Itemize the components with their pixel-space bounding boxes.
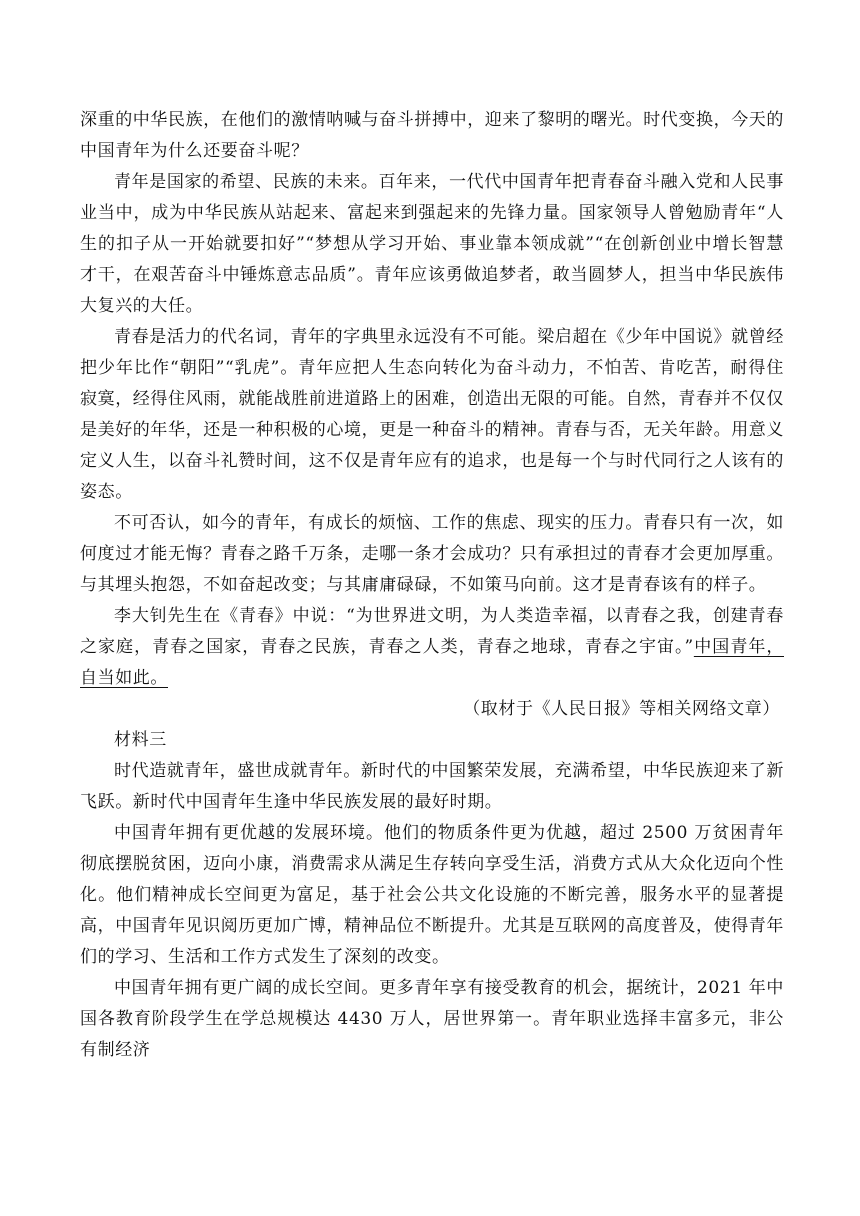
paragraph-li-dazhao-quote (80, 601, 784, 694)
source-citation: （取材于《人民日报》等相关网络文章） (463, 699, 780, 719)
document-page (80, 105, 784, 1066)
paragraph-youth-challenges: 不可否认，如今的青年，有成长的烦恼、工作的焦虑、现实的压力。青春只有一次，如何度过才能无悔？青春之路千万条，走哪一条才会成功？只有承担过的青春才会更加厚重。与其埋头抱怨，不如奋起改变；与其庸庸碌碌，不如策马向前。这才是青春该有的样子。 (80, 513, 784, 595)
paragraph-growth-space: 中国青年拥有更广阔的成长空间。更多青年享有接受教育的机会，据统计，2021 年中国各教育阶段学生在学总规模达 4430 万人，居世界第一。青年职业选择丰富多元，非公有制经济 (80, 978, 784, 1060)
paragraph-youth-hope: 青年是国家的希望、民族的未来。百年来，一代代中国青年把青春奋斗融入党和人民事业当中，成为中华民族从站起来、富起来到强起来的先锋力量。国家领导人曾勉励青年“人生的扣子从一开始就要扣好”“梦想从学习开始、事业靠本领成就”“在创新创业中增长智慧才干，在艰苦奋斗中锤炼意志品质”。青年应该勇做追梦者，敢当圆梦人，担当中华民族伟大复兴的大任。 (80, 172, 784, 316)
paragraph-youth-vitality: 青春是活力的代名词，青年的字典里永远没有不可能。梁启超在《少年中国说》就曾经把少年比作“朝阳”“乳虎”。青年应把人生态向转化为奋斗动力，不怕苦、肯吃苦，耐得住寂寞，经得住风雨，就能战胜前进道路上的困难，创造出无限的可能。自然，青春并不仅仅是美好的年华，还是一种积极的心境，更是一种奋斗的精神。青春与否，无关年龄。用意义定义人生，以奋斗礼赞时间，这不仅是青年应有的追求，也是每一个与时代同行之人该有的姿态。 (80, 327, 784, 502)
underlined-sentence: 中国青年，自当如此。 (80, 637, 784, 688)
quote-text: 李大钊先生在《青春》中说：“为世界进文明，为人类造幸福，以青春之我，创建青春之家庭，青春之国家，青春之民族，青春之人类，青春之地球，青春之宇宙。” (80, 606, 784, 657)
paragraph-continuation: 深重的中华民族，在他们的激情呐喊与奋斗拼搏中，迎来了黎明的曙光。时代变换，今天的中国青年为什么还要奋斗呢？ (80, 110, 784, 161)
paragraph-development-environment: 中国青年拥有更优越的发展环境。他们的物质条件更为优越，超过 2500 万贫困青年彻底摆脱贫困，迈向小康，消费需求从满足生存转向享受生活，消费方式从大众化迈向个性化。他们精神成长空间更为富足，基于社会公共文化设施的不断完善，服务水平的显著提高，中国青年见识阅历更加广博，精神品位不断提升。尤其是互联网的高度普及，使得青年们的学习、生活和工作方式发生了深刻的改变。 (80, 823, 784, 967)
material-heading: 材料三 (114, 730, 167, 750)
paragraph-new-era: 时代造就青年，盛世成就青年。新时代的中国繁荣发展，充满希望，中华民族迎来了新飞跃。新时代中国青年生逢中华民族发展的最好时期。 (80, 761, 784, 812)
